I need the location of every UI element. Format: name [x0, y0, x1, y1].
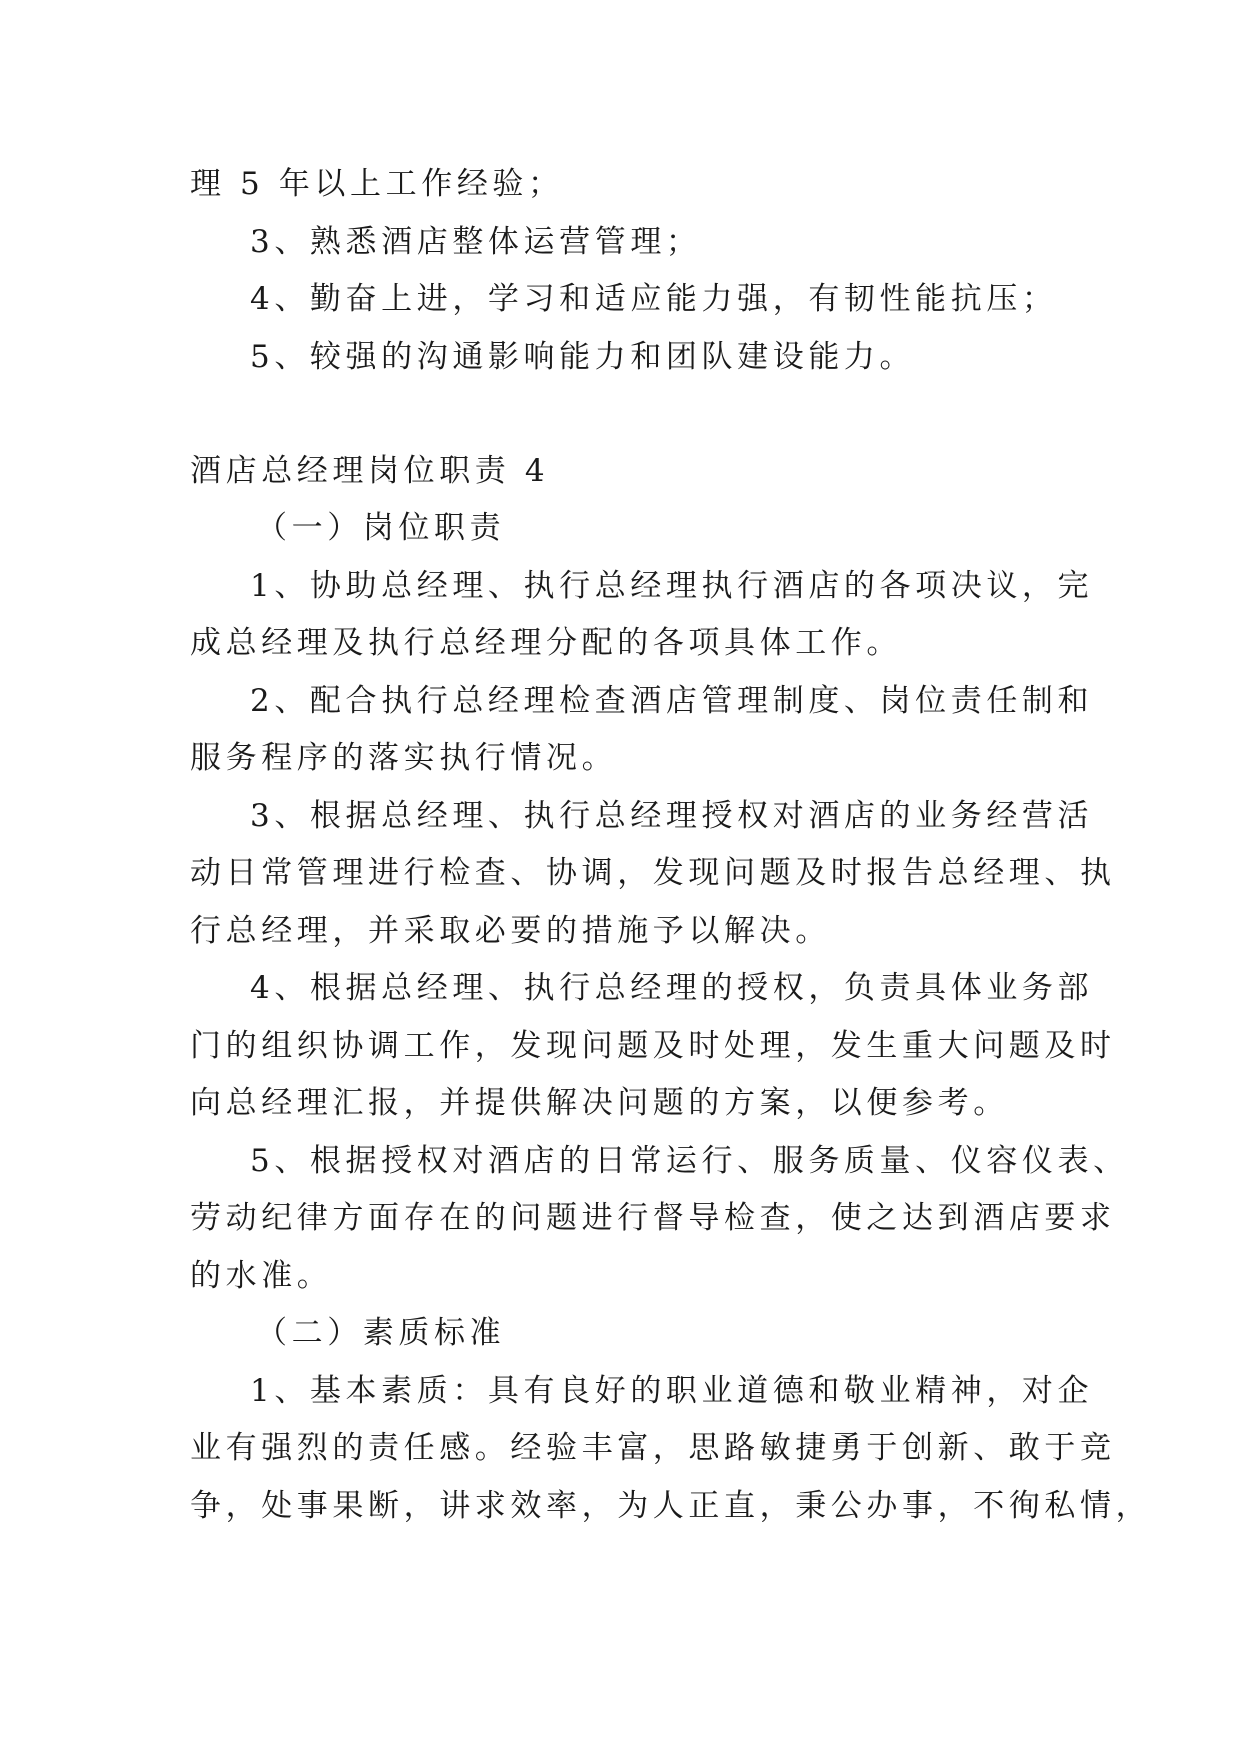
paragraph-line: 争，处事果断，讲求效率，为人正直，秉公办事，不徇私情，	[190, 1488, 1152, 1524]
subsection-heading: （一）岗位职责	[256, 510, 506, 546]
paragraph-line: 成总经理及执行总经理分配的各项具体工作。	[190, 625, 902, 661]
list-item: 4、勤奋上进，学习和适应能力强，有韧性能抗压；	[250, 281, 1058, 317]
paragraph-line: 业有强烈的责任感。经验丰富，思路敏捷勇于创新、敢于竞	[190, 1430, 1116, 1466]
paragraph-line: 的水准。	[190, 1258, 333, 1294]
paragraph-line: 行总经理，并采取必要的措施予以解决。	[190, 913, 831, 949]
list-item: 3、熟悉酒店整体运营管理；	[250, 224, 702, 260]
paragraph-line: 3、根据总经理、执行总经理授权对酒店的业务经营活	[250, 798, 1094, 834]
paragraph-line: 1、协助总经理、执行总经理执行酒店的各项决议，完	[250, 568, 1094, 604]
paragraph-line: 1、基本素质：具有良好的职业道德和敬业精神，对企	[250, 1373, 1094, 1409]
paragraph-line: 5、根据授权对酒店的日常运行、服务质量、仪容仪表、	[250, 1143, 1129, 1179]
paragraph-line: 4、根据总经理、执行总经理的授权，负责具体业务部	[250, 970, 1094, 1006]
list-item: 5、较强的沟通影响能力和团队建设能力。	[250, 339, 916, 375]
paragraph-line: 劳动纪律方面存在的问题进行督导检查，使之达到酒店要求	[190, 1200, 1116, 1236]
section-heading: 酒店总经理岗位职责 4	[190, 453, 550, 489]
subsection-heading: （二）素质标准	[256, 1315, 506, 1351]
paragraph-line: 门的组织协调工作，发现问题及时处理，发生重大问题及时	[190, 1028, 1116, 1064]
paragraph-line: 2、配合执行总经理检查酒店管理制度、岗位责任制和	[250, 683, 1094, 719]
paragraph-line: 向总经理汇报，并提供解决问题的方案，以便参考。	[190, 1085, 1009, 1121]
paragraph-line: 服务程序的落实执行情况。	[190, 740, 618, 776]
paragraph-line: 动日常管理进行检查、协调，发现问题及时报告总经理、执	[190, 855, 1116, 891]
text-line: 理 5 年以上工作经验；	[190, 166, 564, 202]
